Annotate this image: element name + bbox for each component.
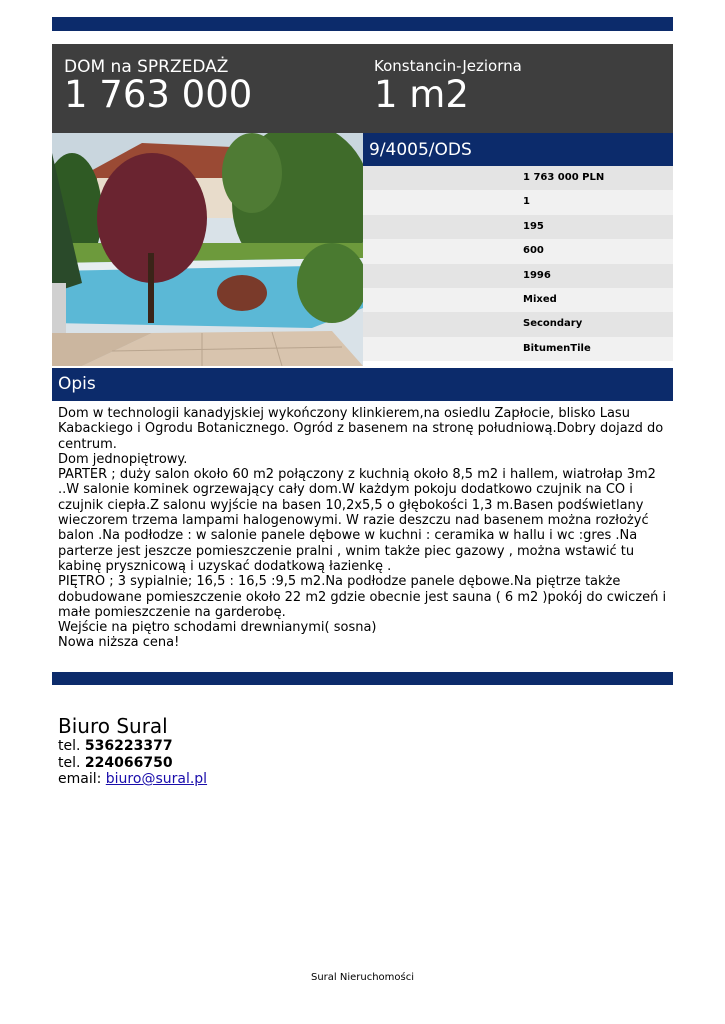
listing-header (52, 44, 673, 133)
contact-block (58, 714, 458, 788)
tel-label: tel. (58, 738, 81, 754)
detail-roof: BitumenTile (363, 337, 673, 361)
footer-text: Sural Nieruchomości (310, 972, 415, 983)
listing-location: Konstancin-Jeziorna (374, 57, 522, 75)
listing-price: 1 763 000 (64, 73, 253, 116)
description-heading: Opis (52, 368, 673, 401)
detail-market: Secondary (363, 312, 673, 336)
phone-line-1 (58, 738, 458, 755)
details-table (363, 166, 673, 361)
tel-label: tel. (58, 754, 81, 771)
email-label: email: (58, 771, 102, 787)
detail-value: Mixed (363, 288, 673, 312)
top-band (52, 17, 673, 31)
listing-type: DOM na SPRZEDAŻ (64, 57, 229, 77)
detail-value: 195 (363, 215, 673, 239)
phone-line-2 (58, 755, 458, 772)
email-line (58, 771, 458, 788)
listing-area: 1 m2 (374, 73, 469, 116)
reference-number: 9/4005/ODS (363, 133, 673, 166)
description-text: Dom w technologii kanadyjskiej wykończony klinkierem,na osiedlu Zapłocie, blisko Lasu Kabackiego i Ogrodu Botanicznego. Ogród z basenem na stronę południową.Dobry dojazd do centrum. Dom jednopiętrowy. PARTER ; duży salon około 60 m2 połączony z kuchnią około 8,5 m2 i hallem, wiatrołap 3m2 ..W salonie kominek ogrzewający cały dom.W każdym pokoju dodatkowo czujnik na CO i czujnik ciepła.Z salonu wyjście na basen 10,2x5,5 o głębokości 1,3 m.Basen podświetlany wieczorem trzema lampami halogenowymi. W razie deszczu nad basenem można rozłożyć balon .Na podłodze : w salonie panele dębowe w kuchni : ceramika w hallu i wc :gres .Na parterze jest jeszcze pomieszczenie pralni , wnim także piec gazowy , można wstawić tu kabinę prysznicową i uzyskać dodatkową łazienkę . PIĘTRO ; 3 sypialnie; 16,5 : 16,5 :9,5 m2.Na podłodze panele dębowe.Na piętrze także dobudowane pomieszczenie około 22 m2 gdzie obecnie jest sauna ( 6 m2 )pokój do cwiczeń i małe pomieszczenie na garderobę. Wejście na piętro schodami drewnianymi( sosna) Nowa niższa cena! (58, 406, 667, 651)
detail-year: 1996 (363, 264, 673, 288)
agency-name: Biuro Sural (58, 714, 168, 738)
detail-price: 1 763 000 PLN (363, 166, 673, 190)
pool-garden-image (52, 133, 363, 366)
detail-value: 600 (363, 239, 673, 263)
bottom-band (52, 672, 673, 685)
detail-value: 1 (363, 190, 673, 214)
phone-number: 224066750 (84, 754, 173, 771)
email-link[interactable]: biuro@sural.pl (105, 771, 208, 787)
phone-number: 536223377 (84, 738, 173, 754)
property-photo (52, 133, 363, 366)
